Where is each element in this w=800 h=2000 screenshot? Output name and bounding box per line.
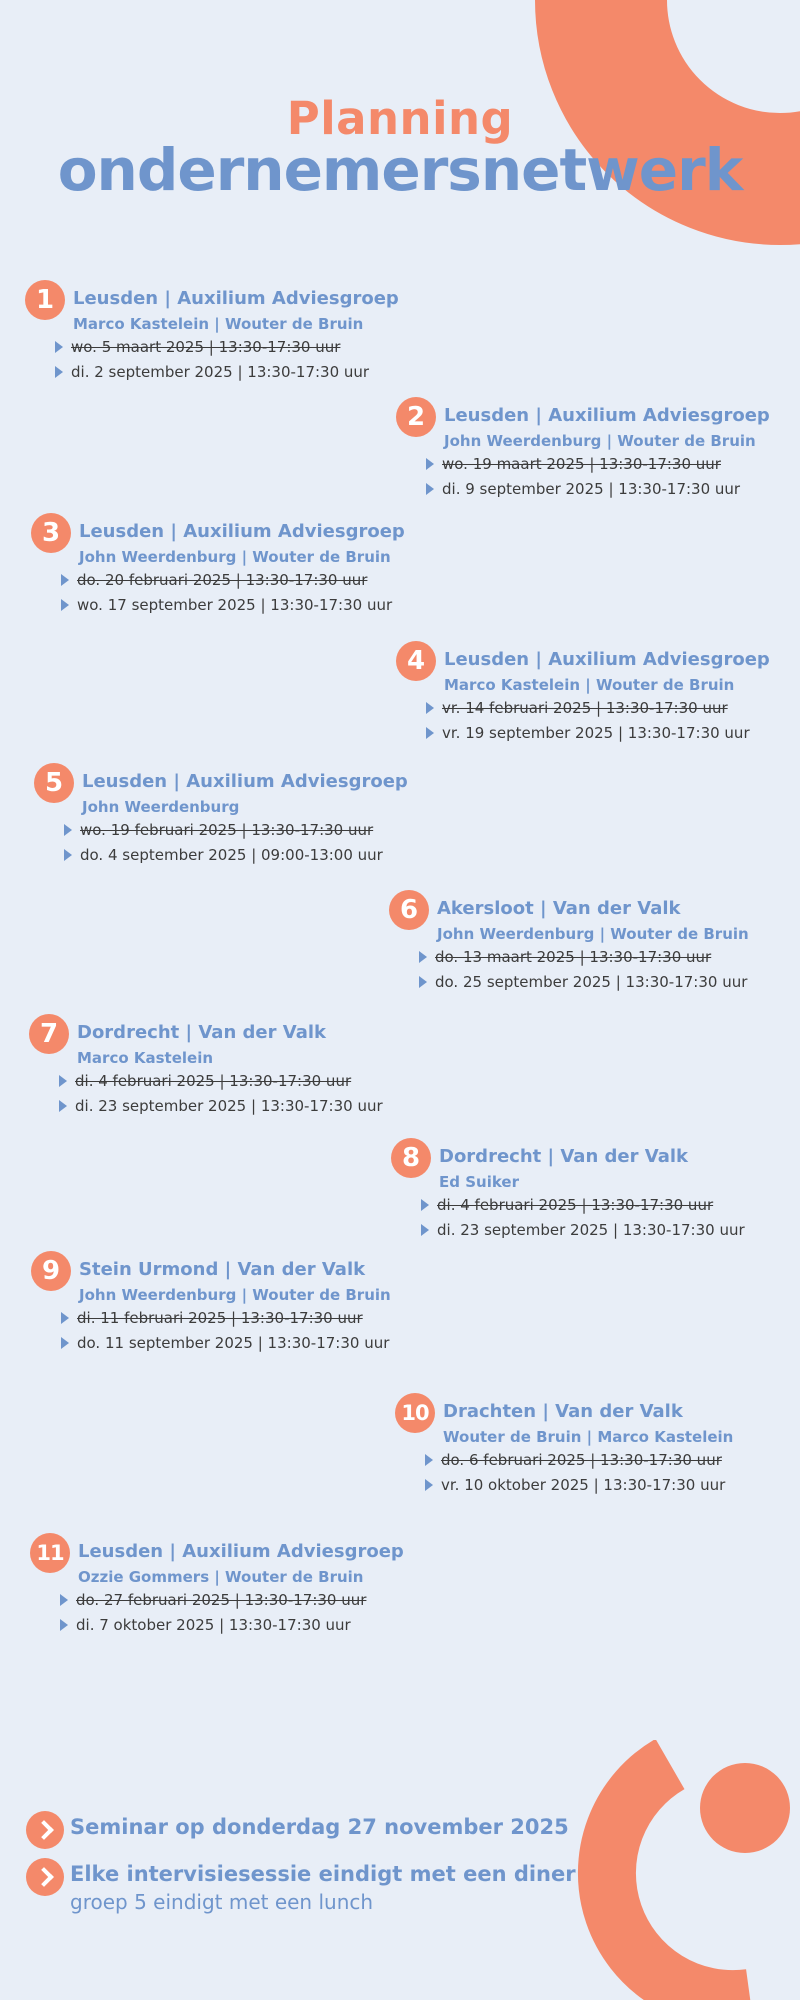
session-location: Leusden | Auxilium Adviesgroep — [444, 405, 770, 426]
session-location: Stein Urmond | Van der Valk — [79, 1259, 366, 1280]
session-people: John Weerdenburg | Wouter de Bruin — [437, 925, 749, 943]
chevron-right-icon — [419, 951, 427, 963]
session-people: Marco Kastelein — [77, 1049, 214, 1067]
chevron-right-icon — [64, 849, 72, 861]
session-people: John Weerdenburg | Wouter de Bruin — [444, 432, 756, 450]
cancelled-date: do. 20 februari 2025 | 13:30-17:30 uur — [61, 571, 367, 589]
chevron-right-icon — [419, 976, 427, 988]
session-people: John Weerdenburg | Wouter de Bruin — [79, 1286, 391, 1304]
chevron-right-icon — [64, 824, 72, 836]
chevron-right-icon — [61, 1337, 69, 1349]
session-location: Leusden | Auxilium Adviesgroep — [82, 771, 408, 792]
chevron-right-icon — [59, 1100, 67, 1112]
chevron-right-icon — [421, 1224, 429, 1236]
page-title-network: ondernemersnetwerk — [57, 136, 743, 204]
session-people: Wouter de Bruin | Marco Kastelein — [443, 1428, 734, 1446]
chevron-right-icon — [61, 574, 69, 586]
chevron-right-icon — [55, 341, 63, 353]
cancelled-date: vr. 14 februari 2025 | 13:30-17:30 uur — [426, 699, 728, 717]
seminar-text: Seminar op donderdag 27 november 2025 — [70, 1815, 569, 1839]
cancelled-date: wo. 19 maart 2025 | 13:30-17:30 uur — [426, 455, 721, 473]
session-date: di. 23 september 2025 | 13:30-17:30 uur — [421, 1221, 745, 1239]
cancelled-date: do. 6 februari 2025 | 13:30-17:30 uur — [425, 1451, 722, 1469]
chevron-right-icon — [425, 1454, 433, 1466]
chevron-right-icon — [61, 1312, 69, 1324]
session-location: Akersloot | Van der Valk — [437, 898, 681, 919]
session-people: Ozzie Gommers | Wouter de Bruin — [78, 1568, 364, 1586]
session-people: Ed Suiker — [439, 1173, 519, 1191]
session-number-badge: 7 — [29, 1014, 69, 1054]
page-title-planning: Planning — [286, 92, 514, 145]
session-location: Leusden | Auxilium Adviesgroep — [79, 521, 405, 542]
chevron-right-icon — [60, 1619, 68, 1631]
lunch-note: groep 5 eindigt met een lunch — [70, 1890, 374, 1914]
session-date: wo. 17 september 2025 | 13:30-17:30 uur — [61, 596, 392, 614]
chevron-right-icon — [61, 599, 69, 611]
session-number-badge: 6 — [389, 890, 429, 930]
session-number-badge: 2 — [396, 397, 436, 437]
cancelled-date: wo. 5 maart 2025 | 13:30-17:30 uur — [55, 338, 340, 356]
session-number-badge: 5 — [34, 763, 74, 803]
session-date: di. 2 september 2025 | 13:30-17:30 uur — [55, 363, 369, 381]
cancelled-date: di. 4 februari 2025 | 13:30-17:30 uur — [59, 1072, 351, 1090]
session-people: John Weerdenburg | Wouter de Bruin — [79, 548, 391, 566]
session-date: di. 9 september 2025 | 13:30-17:30 uur — [426, 480, 740, 498]
session-number-badge: 11 — [30, 1533, 70, 1573]
dinner-text: Elke intervisiesessie eindigt met een diner — [70, 1862, 576, 1886]
chevron-right-icon — [426, 483, 434, 495]
session-number-badge: 4 — [396, 641, 436, 681]
session-location: Drachten | Van der Valk — [443, 1401, 683, 1422]
session-people: Marco Kastelein | Wouter de Bruin — [73, 315, 364, 333]
session-people: John Weerdenburg — [82, 798, 240, 816]
session-location: Leusden | Auxilium Adviesgroep — [73, 288, 399, 309]
cancelled-date: di. 11 februari 2025 | 13:30-17:30 uur — [61, 1309, 363, 1327]
chevron-right-icon — [26, 1858, 64, 1896]
session-date: di. 23 september 2025 | 13:30-17:30 uur — [59, 1097, 383, 1115]
chevron-right-icon — [425, 1479, 433, 1491]
session-number-badge: 1 — [25, 280, 65, 320]
session-location: Dordrecht | Van der Valk — [77, 1022, 326, 1043]
session-date: do. 25 september 2025 | 13:30-17:30 uur — [419, 973, 747, 991]
session-number-badge: 9 — [31, 1251, 71, 1291]
session-date: do. 4 september 2025 | 09:00-13:00 uur — [64, 846, 383, 864]
chevron-right-icon — [426, 702, 434, 714]
cancelled-date: do. 13 maart 2025 | 13:30-17:30 uur — [419, 948, 711, 966]
cancelled-date: do. 27 februari 2025 | 13:30-17:30 uur — [60, 1591, 366, 1609]
session-number-badge: 8 — [391, 1138, 431, 1178]
session-date: di. 7 oktober 2025 | 13:30-17:30 uur — [60, 1616, 351, 1634]
chevron-right-icon — [426, 727, 434, 739]
session-location: Leusden | Auxilium Adviesgroep — [78, 1541, 404, 1562]
session-number-badge: 10 — [395, 1393, 435, 1433]
chevron-right-icon — [59, 1075, 67, 1087]
session-date: do. 11 september 2025 | 13:30-17:30 uur — [61, 1334, 389, 1352]
session-date: vr. 10 oktober 2025 | 13:30-17:30 uur — [425, 1476, 725, 1494]
cancelled-date: wo. 19 februari 2025 | 13:30-17:30 uur — [64, 821, 373, 839]
chevron-right-icon — [426, 458, 434, 470]
session-location: Leusden | Auxilium Adviesgroep — [444, 649, 770, 670]
chevron-right-icon — [55, 366, 63, 378]
chevron-right-icon — [60, 1594, 68, 1606]
cancelled-date: di. 4 februari 2025 | 13:30-17:30 uur — [421, 1196, 713, 1214]
session-number-badge: 3 — [31, 513, 71, 553]
chevron-right-icon — [26, 1811, 64, 1849]
session-location: Dordrecht | Van der Valk — [439, 1146, 688, 1167]
session-people: Marco Kastelein | Wouter de Bruin — [444, 676, 735, 694]
session-date: vr. 19 september 2025 | 13:30-17:30 uur — [426, 724, 750, 742]
chevron-right-icon — [421, 1199, 429, 1211]
